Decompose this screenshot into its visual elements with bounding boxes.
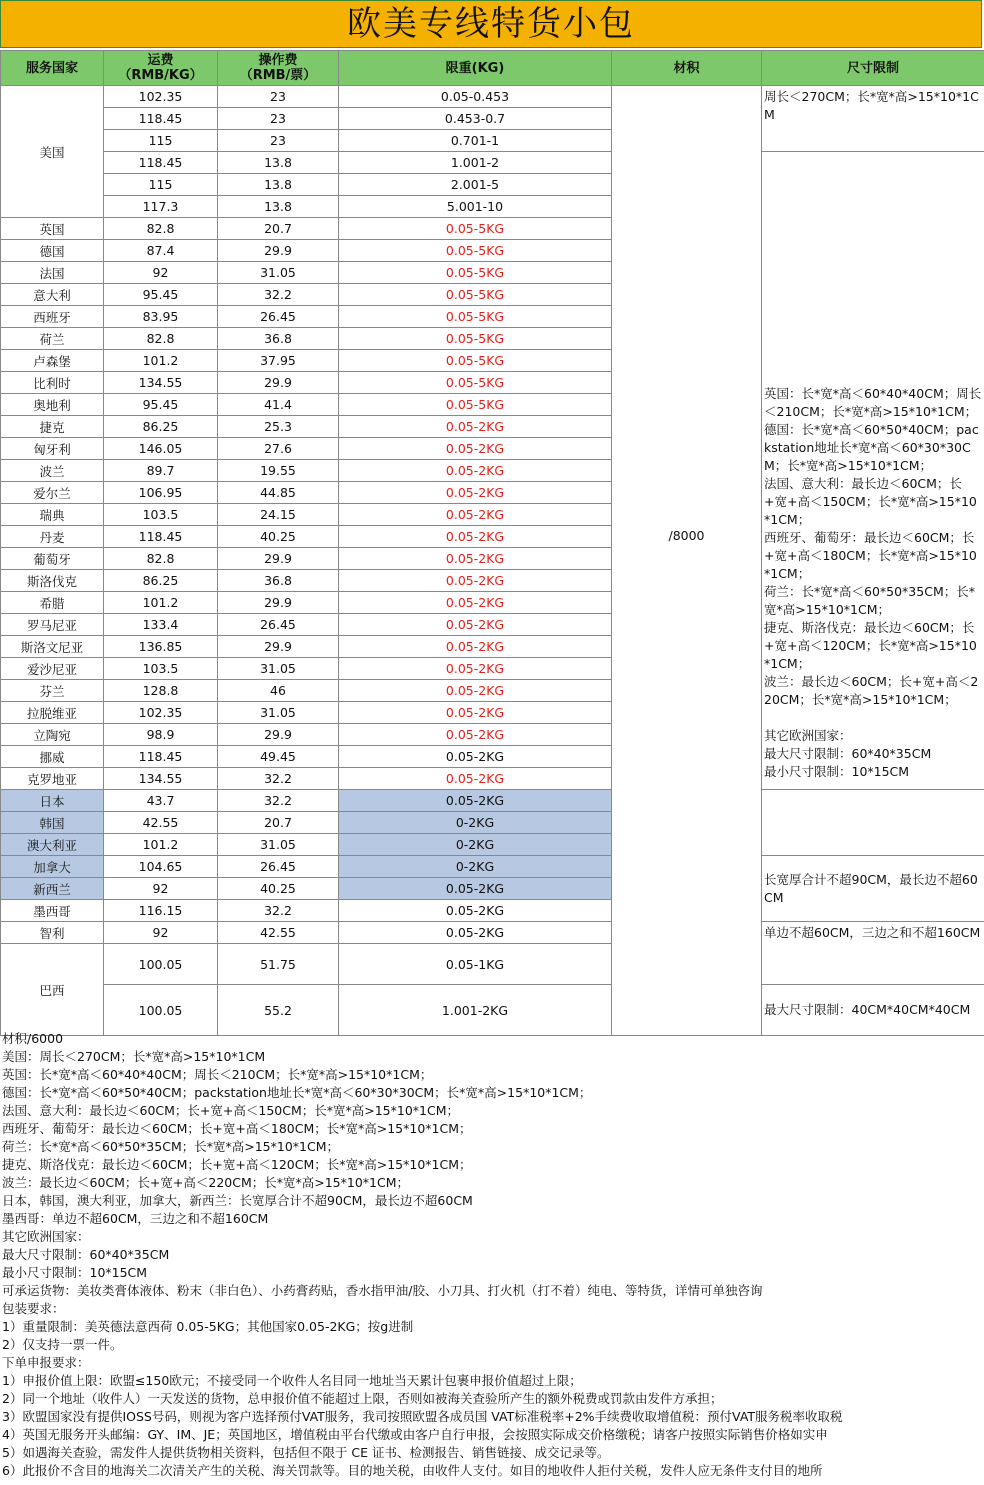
weight-cell: 0.05-2KG	[339, 592, 612, 614]
handling-cell: 46	[218, 680, 339, 702]
note-line: 1）重量限制：美英德法意西荷 0.05-5KG；其他国家0.05-2KG；按g进制	[2, 1319, 414, 1334]
size-note-mexico: 单边不超60CM，三边之和不超160CM	[762, 922, 984, 985]
rate-table	[0, 50, 984, 1036]
country-cell: 拉脱维亚	[1, 702, 104, 724]
freight-cell: 86.25	[104, 570, 218, 592]
table-row	[1, 856, 984, 878]
freight-cell: 128.8	[104, 680, 218, 702]
country-cell: 荷兰	[1, 328, 104, 350]
size-note-empty	[762, 790, 984, 856]
country-cell: 克罗地亚	[1, 768, 104, 790]
weight-cell: 0.05-2KG	[339, 702, 612, 724]
note-line: 1）申报价值上限：欧盟≤150欧元；不接受同一个收件人名目同一地址当天累计包裹申报价值超过上限；	[2, 1373, 582, 1388]
freight-cell: 92	[104, 262, 218, 284]
handling-cell: 23	[218, 86, 339, 108]
country-cell: 瑞典	[1, 504, 104, 526]
note-line: 波兰：最长边＜60CM；长+宽+高＜220CM；长*宽*高>15*10*1CM；	[2, 1175, 409, 1190]
country-cell: 立陶宛	[1, 724, 104, 746]
note-line: 2）仅支持一票一件。	[2, 1337, 123, 1352]
weight-cell: 0.05-2KG	[339, 724, 612, 746]
weight-cell: 0.05-2KG	[339, 680, 612, 702]
weight-cell: 5.001-10	[339, 196, 612, 218]
header-size: 尺寸限制	[762, 51, 984, 86]
handling-cell: 44.85	[218, 482, 339, 504]
weight-cell: 0.05-2KG	[339, 482, 612, 504]
note-line: 3）欧盟国家没有提供IOSS号码，则视为客户选择预付VAT服务，我司按照欧盟各成员国 VAT标准税率+2%手续费收取增值税：预付VAT服务税率收取税	[2, 1409, 843, 1424]
freight-cell: 136.85	[104, 636, 218, 658]
freight-cell: 133.4	[104, 614, 218, 636]
handling-cell: 51.75	[218, 944, 339, 985]
freight-cell: 82.8	[104, 548, 218, 570]
freight-cell: 118.45	[104, 746, 218, 768]
country-cell: 丹麦	[1, 526, 104, 548]
weight-cell: 0.05-2KG	[339, 504, 612, 526]
table-row	[1, 985, 984, 1036]
handling-cell: 32.2	[218, 284, 339, 306]
weight-cell: 0.05-2KG	[339, 900, 612, 922]
country-cell: 希腊	[1, 592, 104, 614]
freight-cell: 89.7	[104, 460, 218, 482]
freight-cell: 116.15	[104, 900, 218, 922]
handling-cell: 20.7	[218, 812, 339, 834]
size-note-brazil: 最大尺寸限制：40CM*40CM*40CM	[762, 985, 984, 1036]
note-line: 捷克、斯洛伐克：最长边＜60CM；长+宽+高＜120CM；长*宽*高>15*10*1CM；	[2, 1157, 472, 1172]
weight-cell: 0.05-2KG	[339, 460, 612, 482]
freight-cell: 101.2	[104, 592, 218, 614]
country-cell: 加拿大	[1, 856, 104, 878]
note-line: 荷兰：长*宽*高＜60*50*35CM；长*宽*高>15*10*1CM；	[2, 1139, 339, 1154]
freight-cell: 101.2	[104, 834, 218, 856]
note-line: 4）英国无服务开头邮编：GY、IM、JE；英国地区，增值税由平台代缴或由客户自行申报，会按照实际成交价格缴税；请客户按照实际销售价格如实申	[2, 1427, 828, 1442]
freight-cell: 115	[104, 174, 218, 196]
freight-cell: 43.7	[104, 790, 218, 812]
weight-cell: 0-2KG	[339, 856, 612, 878]
weight-cell: 0.05-5KG	[339, 284, 612, 306]
note-line: 包装要求：	[2, 1301, 65, 1316]
handling-cell: 31.05	[218, 702, 339, 724]
weight-cell: 0.05-0.453	[339, 86, 612, 108]
weight-cell: 0.05-2KG	[339, 746, 612, 768]
handling-cell: 32.2	[218, 768, 339, 790]
country-cell: 巴西	[1, 944, 104, 1036]
country-cell: 爱尔兰	[1, 482, 104, 504]
handling-cell: 41.4	[218, 394, 339, 416]
country-cell: 韩国	[1, 812, 104, 834]
freight-cell: 146.05	[104, 438, 218, 460]
table-row	[1, 790, 984, 812]
handling-cell: 27.6	[218, 438, 339, 460]
country-cell: 德国	[1, 240, 104, 262]
freight-cell: 104.65	[104, 856, 218, 878]
weight-cell: 0.05-2KG	[339, 790, 612, 812]
country-cell: 葡萄牙	[1, 548, 104, 570]
weight-cell: 0.05-2KG	[339, 614, 612, 636]
table-row	[1, 922, 984, 944]
handling-cell: 13.8	[218, 152, 339, 174]
size-note-usa: 周长＜270CM；长*宽*高>15*10*1CM	[762, 86, 984, 152]
weight-cell: 0.05-2KG	[339, 416, 612, 438]
freight-cell: 118.45	[104, 526, 218, 548]
freight-cell: 95.45	[104, 394, 218, 416]
freight-cell: 92	[104, 922, 218, 944]
freight-cell: 87.4	[104, 240, 218, 262]
country-cell: 墨西哥	[1, 900, 104, 922]
table-row	[1, 152, 984, 174]
country-cell: 西班牙	[1, 306, 104, 328]
country-cell: 爱沙尼亚	[1, 658, 104, 680]
country-cell: 匈牙利	[1, 438, 104, 460]
header-weight: 限重(KG)	[339, 51, 612, 86]
handling-cell: 40.25	[218, 526, 339, 548]
note-line: 最小尺寸限制：10*15CM	[2, 1265, 148, 1280]
handling-cell: 40.25	[218, 878, 339, 900]
handling-cell: 29.9	[218, 592, 339, 614]
weight-cell: 0.05-2KG	[339, 922, 612, 944]
note-line: 其它欧洲国家：	[2, 1229, 90, 1244]
material-cell: /8000	[612, 86, 762, 985]
weight-cell: 0.05-5KG	[339, 350, 612, 372]
weight-cell: 0.05-5KG	[339, 372, 612, 394]
header-freight: 运费 （RMB/KG）	[104, 51, 218, 86]
size-note-asia: 长宽厚合计不超90CM，最长边不超60CM	[762, 856, 984, 922]
freight-cell: 101.2	[104, 350, 218, 372]
handling-cell: 31.05	[218, 262, 339, 284]
page-title: 欧美专线特货小包	[0, 0, 982, 48]
country-cell: 芬兰	[1, 680, 104, 702]
country-cell: 美国	[1, 86, 104, 218]
weight-cell: 0.05-5KG	[339, 394, 612, 416]
table-header	[1, 51, 984, 86]
country-cell: 斯洛文尼亚	[1, 636, 104, 658]
country-cell: 罗马尼亚	[1, 614, 104, 636]
handling-cell: 25.3	[218, 416, 339, 438]
freight-cell: 117.3	[104, 196, 218, 218]
handling-cell: 36.8	[218, 328, 339, 350]
handling-cell: 32.2	[218, 900, 339, 922]
weight-cell: 0.05-2KG	[339, 768, 612, 790]
freight-cell: 103.5	[104, 658, 218, 680]
header-handling: 操作费 （RMB/票）	[218, 51, 339, 86]
freight-cell: 82.8	[104, 218, 218, 240]
weight-cell: 2.001-5	[339, 174, 612, 196]
weight-cell: 0.05-2KG	[339, 438, 612, 460]
freight-cell: 92	[104, 878, 218, 900]
country-cell: 斯洛伐克	[1, 570, 104, 592]
freight-cell: 134.55	[104, 372, 218, 394]
note-line: 2）同一个地址（收件人）一天发送的货物，总申报价值不能超过上限，否则如被海关查验所产生的额外税费或罚款由发件方承担；	[2, 1391, 723, 1406]
country-cell: 波兰	[1, 460, 104, 482]
header-material: 材积	[612, 51, 762, 86]
weight-cell: 0-2KG	[339, 834, 612, 856]
freight-cell: 118.45	[104, 108, 218, 130]
note-line: 最大尺寸限制：60*40*35CM	[2, 1247, 170, 1262]
handling-cell: 36.8	[218, 570, 339, 592]
country-cell: 奥地利	[1, 394, 104, 416]
freight-cell: 100.05	[104, 985, 218, 1036]
country-cell: 挪威	[1, 746, 104, 768]
handling-cell: 13.8	[218, 196, 339, 218]
freight-cell: 83.95	[104, 306, 218, 328]
handling-cell: 29.9	[218, 724, 339, 746]
note-line: 下单申报要求：	[2, 1355, 90, 1370]
handling-cell: 31.05	[218, 658, 339, 680]
note-line: 材积/6000	[2, 1031, 64, 1046]
freight-cell: 106.95	[104, 482, 218, 504]
note-line: 美国：周长＜270CM；长*宽*高>15*10*1CM	[2, 1049, 266, 1064]
country-cell: 卢森堡	[1, 350, 104, 372]
handling-cell: 32.2	[218, 790, 339, 812]
country-cell: 捷克	[1, 416, 104, 438]
freight-cell: 95.45	[104, 284, 218, 306]
freight-cell: 86.25	[104, 416, 218, 438]
weight-cell: 0.701-1	[339, 130, 612, 152]
note-line: 6）此报价不含目的地海关二次清关产生的关税、海关罚款等。目的地关税，由收件人支付。如目的地收件人拒付关税，发件人应无条件支付目的地所	[2, 1463, 823, 1478]
handling-cell: 23	[218, 108, 339, 130]
handling-cell: 29.9	[218, 548, 339, 570]
table-row	[1, 86, 984, 108]
handling-cell: 29.9	[218, 372, 339, 394]
weight-cell: 0.05-5KG	[339, 240, 612, 262]
handling-cell: 29.9	[218, 636, 339, 658]
handling-cell: 26.45	[218, 306, 339, 328]
handling-cell: 24.15	[218, 504, 339, 526]
handling-cell: 19.55	[218, 460, 339, 482]
handling-cell: 23	[218, 130, 339, 152]
weight-cell: 0.05-2KG	[339, 548, 612, 570]
country-cell: 新西兰	[1, 878, 104, 900]
freight-cell: 102.35	[104, 86, 218, 108]
note-line: 德国：长*宽*高＜60*50*40CM；packstation地址长*宽*高＜60*30*30CM；长*宽*高>15*10*1CM；	[2, 1085, 592, 1100]
handling-cell: 26.45	[218, 614, 339, 636]
note-line: 可承运货物：美妆类膏体液体、粉末（非白色）、小药膏药贴，香水指甲油/胶、小刀具、打火机（打不着）纯电、等特货，详情可单独咨询	[2, 1283, 763, 1298]
handling-cell: 20.7	[218, 218, 339, 240]
handling-cell: 31.05	[218, 834, 339, 856]
weight-cell: 0.05-1KG	[339, 944, 612, 985]
weight-cell: 0-2KG	[339, 812, 612, 834]
weight-cell: 0.05-2KG	[339, 570, 612, 592]
handling-cell: 37.95	[218, 350, 339, 372]
country-cell: 智利	[1, 922, 104, 944]
freight-cell: 115	[104, 130, 218, 152]
note-line: 墨西哥：单边不超60CM，三边之和不超160CM	[2, 1211, 269, 1226]
weight-cell: 0.05-2KG	[339, 658, 612, 680]
freight-cell: 103.5	[104, 504, 218, 526]
country-cell: 比利时	[1, 372, 104, 394]
freight-cell: 100.05	[104, 944, 218, 985]
size-note-europe: 英国：长*宽*高＜60*40*40CM；周长＜210CM；长*宽*高>15*10*1CM； 德国：长*宽*高＜60*50*40CM；packstation地址长*宽*高＜60*30*30CM；长*宽*高>15*10*1CM； 法国、意大利：最长边＜60CM；长+宽+高＜150CM；长*宽*高>15*10*1CM； 西班牙、葡萄牙：最长边＜60CM；长+宽+高＜180CM；长*宽*高>15*10*1CM； 荷兰：长*宽*高＜60*50*35CM；长*宽*高>15*10*1CM； 捷克、斯洛伐克：最长边＜60CM；长+宽+高＜120CM；长*宽*高>15*10*1CM； 波兰：最长边＜60CM；长+宽+高＜220CM；长*宽*高>15*10*1CM； 其它欧洲国家： 最大尺寸限制：60*40*35CM 最小尺寸限制：10*15CM	[762, 152, 984, 790]
weight-cell: 0.05-5KG	[339, 328, 612, 350]
weight-cell: 0.05-5KG	[339, 306, 612, 328]
freight-cell: 98.9	[104, 724, 218, 746]
freight-cell: 82.8	[104, 328, 218, 350]
country-cell: 英国	[1, 218, 104, 240]
note-line: 日本，韩国，澳大利亚，加拿大，新西兰：长宽厚合计不超90CM，最长边不超60CM	[2, 1193, 473, 1208]
country-cell: 意大利	[1, 284, 104, 306]
freight-cell: 134.55	[104, 768, 218, 790]
weight-cell: 0.05-2KG	[339, 878, 612, 900]
note-line: 5）如遇海关查验，需发件人提供货物相关资料，包括但不限于 CE 证书、检测报告、销售链接、成交记录等。	[2, 1445, 610, 1460]
handling-cell: 55.2	[218, 985, 339, 1036]
weight-cell: 0.05-5KG	[339, 262, 612, 284]
weight-cell: 0.05-2KG	[339, 526, 612, 548]
header-country: 服务国家	[1, 51, 104, 86]
handling-cell: 49.45	[218, 746, 339, 768]
weight-cell: 0.453-0.7	[339, 108, 612, 130]
note-line: 法国、意大利：最长边＜60CM；长+宽+高＜150CM；长*宽*高>15*10*1CM；	[2, 1103, 459, 1118]
note-line: 英国：长*宽*高＜60*40*40CM；周长＜210CM；长*宽*高>15*10*1CM；	[2, 1067, 433, 1082]
weight-cell: 0.05-5KG	[339, 218, 612, 240]
handling-cell: 26.45	[218, 856, 339, 878]
weight-cell: 1.001-2	[339, 152, 612, 174]
freight-cell: 102.35	[104, 702, 218, 724]
country-cell: 澳大利亚	[1, 834, 104, 856]
weight-cell: 0.05-2KG	[339, 636, 612, 658]
material-cell-end	[612, 985, 762, 1036]
handling-cell: 29.9	[218, 240, 339, 262]
freight-cell: 42.55	[104, 812, 218, 834]
notes-section	[2, 1030, 984, 1480]
weight-cell: 1.001-2KG	[339, 985, 612, 1036]
country-cell: 日本	[1, 790, 104, 812]
country-cell: 法国	[1, 262, 104, 284]
handling-cell: 13.8	[218, 174, 339, 196]
freight-cell: 118.45	[104, 152, 218, 174]
handling-cell: 42.55	[218, 922, 339, 944]
note-line: 西班牙、葡萄牙：最长边＜60CM；长+宽+高＜180CM；长*宽*高>15*10*1CM；	[2, 1121, 472, 1136]
